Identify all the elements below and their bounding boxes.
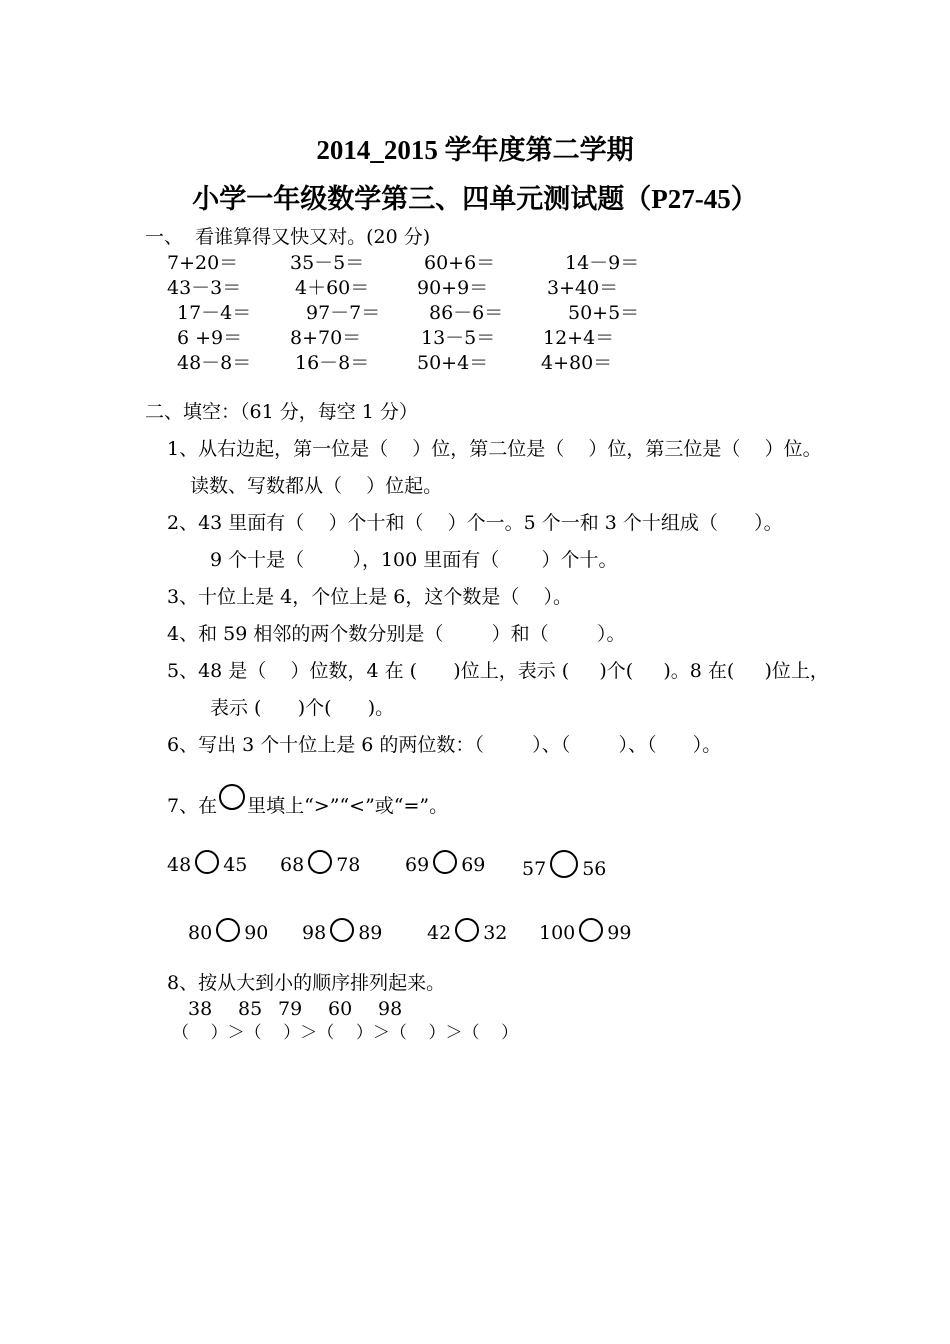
comparison-right: 32 [483,922,508,944]
comparison-right: 78 [336,854,361,876]
question-1: 1、从右边起，第一位是（ ）位，第二位是（ ）位，第三位是（ ）位。 [167,438,822,460]
question-4: 4、和 59 相邻的两个数分别是（ ）和（ ）。 [167,623,626,645]
comparison-left: 68 [280,854,305,876]
comparison-item [522,850,606,883]
arith-problem: 50+4＝ [417,352,489,374]
arith-problem: 12+4＝ [543,327,615,349]
arith-problem: 35－5＝ [290,252,365,274]
comparison-right: 99 [607,922,632,944]
answer-circle[interactable] [579,918,603,942]
comparison-item [302,918,382,947]
circle-icon [219,784,245,810]
section2-heading: 二、填空：（61 分，每空 1 分） [145,401,418,423]
arith-problem: 97－7＝ [306,302,381,324]
comparison-left: 69 [405,854,430,876]
arith-problem: 90+9＝ [417,277,489,299]
question-5: 5、48 是（ ）位数，4 在 ( )位上，表示 ( )个( )。8 在( )位上， [167,660,829,682]
arith-problem: 4+80＝ [541,352,613,374]
document-title: 2014_2015 学年度第二学期 [316,135,634,165]
comparison-right: 45 [223,854,248,876]
order-number: 85 [238,998,263,1020]
comparison-left: 42 [427,922,452,944]
arith-problem: 43－3＝ [167,277,242,299]
comparison-item [405,850,485,879]
question-6: 6、写出 3 个十位上是 6 的两位数：（ ）、（ ）、（ ）。 [167,734,722,756]
answer-circle[interactable] [550,850,578,878]
question-2: 2、43 里面有（ ）个十和（ ）个一。5 个一和 3 个十组成（ ）。 [167,512,783,534]
answer-circle[interactable] [433,850,457,874]
order-number: 38 [188,998,213,1020]
order-number: 79 [278,998,303,1020]
arith-problem: 7+20＝ [167,252,239,274]
document-subtitle: 小学一年级数学第三、四单元测试题（P27-45） [192,184,758,214]
comparison-item [539,918,631,947]
comparison-item [188,918,268,947]
order-answer-blanks[interactable]: （ ）＞（ ）＞（ ）＞（ ）＞（ ） [172,1023,519,1043]
section1-heading: 一、 看谁算得又快又对。(20 分) [145,226,431,248]
comparison-left: 100 [539,922,576,944]
arith-problem: 8+70＝ [290,327,362,349]
order-number: 60 [328,998,353,1020]
comparison-item [167,850,247,879]
question-7-suffix: 里填上“>”“<”或“=”。 [247,795,449,817]
question-1-cont: 读数、写数都从（ ）位起。 [190,475,443,497]
question-3: 3、十位上是 4，个位上是 6，这个数是（ ）。 [167,586,573,608]
question-8: 8、按从大到小的顺序排列起来。 [167,972,446,994]
order-number: 98 [378,998,403,1020]
answer-circle[interactable] [216,918,240,942]
question-7 [167,784,448,818]
arith-problem: 3+40＝ [547,277,619,299]
comparison-left: 48 [167,854,192,876]
comparison-left: 98 [302,922,327,944]
comparison-right: 90 [244,922,269,944]
comparison-left: 57 [522,858,547,880]
arith-problem: 16－8＝ [295,352,370,374]
question-2-cont: 9 个十是（ ），100 里面有（ ）个十。 [210,549,618,571]
comparison-right: 69 [461,854,486,876]
arith-problem: 4＋60＝ [295,277,370,299]
comparison-item [427,918,507,947]
arith-problem: 14－9＝ [565,252,640,274]
question-5-cont: 表示 ( )个( )。 [210,697,395,719]
question-7-prefix: 7、在 [167,795,218,817]
comparison-item [280,850,360,879]
answer-circle[interactable] [195,850,219,874]
comparison-left: 80 [188,922,213,944]
arith-problem: 50+5＝ [568,302,640,324]
comparison-right: 89 [358,922,383,944]
comparison-right: 56 [582,858,607,880]
arith-problem: 48－8＝ [177,352,252,374]
arith-problem: 17－4＝ [177,302,252,324]
answer-circle[interactable] [308,850,332,874]
arith-problem: 60+6＝ [424,252,496,274]
arith-problem: 13－5＝ [421,327,496,349]
arith-problem: 6 +9＝ [177,327,243,349]
arith-problem: 86－6＝ [429,302,504,324]
answer-circle[interactable] [330,918,354,942]
answer-circle[interactable] [455,918,479,942]
